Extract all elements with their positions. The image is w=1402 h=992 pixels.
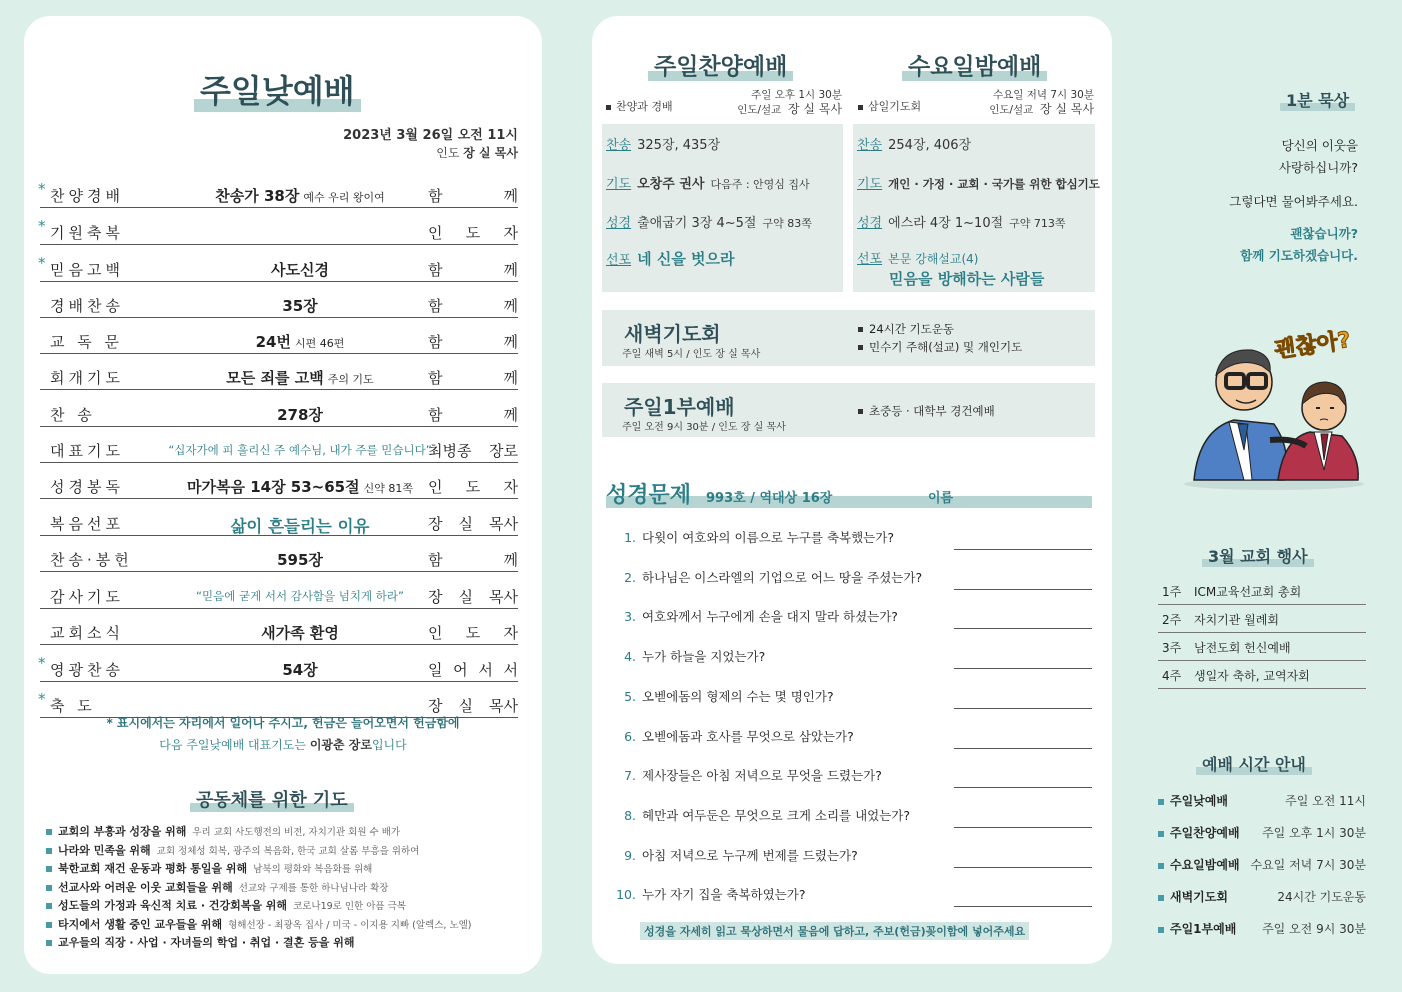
- order-row: [40, 256, 518, 282]
- dawn-prayer-items: 24시간 기도운동 민수기 주해(설교) 및 개인기도: [858, 320, 1022, 356]
- service-name: 주일찬양예배: [1170, 826, 1240, 840]
- wednesday-kind: 삼일기도회: [858, 98, 921, 114]
- prayer-list: [46, 823, 472, 952]
- event-week: 4주: [1162, 669, 1182, 683]
- order-row: [40, 328, 518, 354]
- order-performer: 함 께: [428, 297, 518, 315]
- question-number: 1.: [624, 530, 636, 545]
- order-content: 595장: [277, 551, 323, 569]
- praise-kind: 찬양과 경배: [606, 98, 673, 114]
- quiz-question: [614, 687, 1092, 707]
- prayer-item: 교우들의 직장 · 사업 · 자녀들의 학업 · 취업 · 결혼 등을 위해: [46, 934, 472, 952]
- answer-line[interactable]: [954, 906, 1092, 907]
- bullet-icon: [1158, 831, 1164, 837]
- dawn-prayer-title: 새벽기도회: [624, 322, 721, 346]
- order-content: 모든 죄를 고백 주의 기도: [226, 369, 374, 387]
- order-performer: 인 도 자: [428, 224, 518, 242]
- wednesday-service-title: 수요일밤예배: [908, 48, 1041, 81]
- question-number: 3.: [624, 609, 636, 625]
- order-content: 사도신경: [271, 261, 329, 279]
- praise-details-box: 찬송 325장, 435장 기도 오창주 권사 다음주 : 안영심 집사 성경 출애굽기 3장 4~5절 구약 83쪽 선포 네 신을 벗으라: [602, 124, 843, 292]
- order-row: [40, 182, 518, 208]
- events-title: 3월 교회 행사: [1208, 544, 1308, 567]
- order-performer: 함 께: [428, 551, 518, 569]
- question-number: 9.: [624, 847, 636, 863]
- question-text: 누가 하늘을 지었는가?: [642, 649, 766, 665]
- answer-line[interactable]: [954, 748, 1092, 749]
- schedule-row: [1158, 888, 1366, 905]
- question-text: 오벧에돔의 형제의 수는 몇 명인가?: [642, 688, 834, 704]
- service-name: 주일낮예배: [1170, 794, 1228, 808]
- schedule-row: [1158, 824, 1366, 841]
- order-label: 대표기도: [50, 442, 124, 460]
- standing-mark: *: [38, 254, 46, 272]
- service-time: 주일 오전 11시: [1285, 794, 1366, 808]
- quiz-question: [614, 607, 1092, 627]
- order-label: 복음선포: [50, 515, 124, 533]
- bullet-icon: [46, 866, 52, 872]
- order-content: 삶이 흔들리는 이유: [230, 517, 370, 536]
- service-name: 수요일밤예배: [1170, 858, 1240, 872]
- answer-line[interactable]: [954, 668, 1092, 669]
- question-number: 6.: [624, 728, 636, 744]
- question-text: 하나님은 이스라엘의 기업으로 어느 땅을 주셨는가?: [642, 569, 923, 585]
- event-row: [1158, 606, 1366, 633]
- order-performer: 장 실 목사: [428, 588, 518, 606]
- order-row: [40, 401, 518, 427]
- quiz-question: [614, 568, 1092, 588]
- quiz-question: [614, 846, 1092, 866]
- wednesday-details-box: 찬송 254장, 406장 기도 개인 · 가정 · 교회 · 국가를 위한 합심기도 성경 에스라 4장 1~10절 구약 713쪽 선포 본문 강해설교(4) 믿음을 방해하는 사람들: [853, 124, 1095, 292]
- first-service-title: 주일1부예배: [624, 395, 735, 419]
- question-text: 오벧에돔과 호사를 무엇으로 삼았는가?: [642, 728, 854, 744]
- order-label: 찬 송: [50, 406, 96, 424]
- order-row: [40, 619, 518, 645]
- question-number: 10.: [616, 887, 636, 903]
- schedule-row: [1158, 920, 1366, 937]
- order-label: 회개기도: [50, 369, 124, 387]
- order-label: 믿음고백: [50, 261, 124, 279]
- meditation-text: 당신의 이웃을 사랑하십니까? 그렇다면 물어봐주세요. 괜찮습니까? 함께 기도하겠습니다.: [1229, 138, 1358, 263]
- order-content: 278장: [277, 406, 323, 424]
- order-row: [40, 364, 518, 390]
- prayer-item: 교회의 부흥과 성장을 위해 우리 교회 사도행전의 비전, 자치기관 회원 수 배가: [46, 823, 472, 842]
- order-label: 찬송·봉헌: [50, 551, 133, 569]
- answer-line[interactable]: [954, 589, 1092, 590]
- quiz-question: [614, 647, 1092, 667]
- prayer-item: 선교사와 어려운 이웃 교회들을 위해 선교와 구제를 통한 하나님나라 확장: [46, 879, 472, 898]
- order-performer: 함 께: [428, 261, 518, 279]
- sidebar-panel: [1150, 30, 1382, 960]
- quiz-question: [614, 766, 1092, 786]
- order-label: 교회소식: [50, 624, 124, 642]
- next-prayer-note: 다음 주일낮예배 대표기도는 이광춘 장로입니다: [159, 738, 407, 752]
- page-title: 주일낮예배: [200, 66, 355, 112]
- order-label: 경배찬송: [50, 297, 124, 315]
- wednesday-time: 수요일 저녁 7시 30분 인도/설교 장 실 목사: [989, 89, 1094, 116]
- order-label: 감사기도: [50, 588, 124, 606]
- meditation-title: 1분 묵상: [1286, 88, 1349, 111]
- order-label: 성경봉독: [50, 478, 124, 496]
- standing-mark: *: [38, 180, 46, 198]
- schedule-row: [1158, 792, 1366, 809]
- order-row: [40, 473, 518, 499]
- order-label: 영광찬송: [50, 661, 124, 679]
- bullet-icon: [46, 885, 52, 891]
- schedule-title: 예배 시간 안내: [1202, 752, 1306, 775]
- answer-line[interactable]: [954, 827, 1092, 828]
- other-services-panel: [592, 16, 1112, 964]
- question-text: 제사장들은 아침 저녁으로 무엇을 드렸는가?: [642, 768, 882, 784]
- quiz-question: [614, 727, 1092, 747]
- service-time: 24시간 기도운동: [1277, 890, 1366, 904]
- event-row: [1158, 634, 1366, 661]
- dawn-prayer-box: [602, 310, 1095, 366]
- quiz-question: [614, 885, 1092, 905]
- question-number: 2.: [624, 569, 636, 585]
- first-service-box: [602, 383, 1095, 437]
- order-row: [40, 583, 518, 609]
- order-performer: 최병종 장로: [428, 442, 518, 460]
- event-name: 생일자 축하, 교역자회: [1194, 669, 1310, 683]
- order-row: [40, 546, 518, 572]
- bullet-icon: [1158, 863, 1164, 869]
- order-performer: 함 께: [428, 406, 518, 424]
- order-content: 새가족 환영: [261, 624, 339, 642]
- answer-line[interactable]: [954, 708, 1092, 709]
- event-row: [1158, 578, 1366, 605]
- answer-line[interactable]: [954, 628, 1092, 629]
- order-label: 축 도: [50, 697, 96, 715]
- question-number: 5.: [624, 688, 636, 704]
- order-label: 기원축복: [50, 224, 124, 242]
- community-prayer-title: 공동체를 위한 기도: [196, 786, 348, 812]
- cartoon-caption: 괜찮아?: [1272, 327, 1353, 364]
- quiz-question: [614, 806, 1092, 826]
- prayer-item: 성도들의 가정과 육신적 치료 · 건강회복을 위해 코로나19로 인한 아픔 극복: [46, 897, 472, 916]
- answer-line[interactable]: [954, 867, 1092, 868]
- order-performer: 인 도 자: [428, 624, 518, 642]
- event-week: 3주: [1162, 641, 1182, 655]
- order-row: [40, 292, 518, 318]
- service-time: 수요일 저녁 7시 30분: [1250, 858, 1366, 872]
- prayer-item: 타지에서 생활 중인 교우들을 위해 형해선장 - 최광옥 집사 / 미국 - 이지용 지빠 (알렉스, 노엘): [46, 916, 472, 935]
- order-label: 찬양경배: [50, 187, 124, 205]
- event-name: ICM교육선교회 총회: [1194, 585, 1302, 599]
- service-leader: 인도 장 실 목사: [436, 146, 518, 160]
- bullet-icon: [1158, 927, 1164, 933]
- order-content: 54장: [282, 661, 318, 679]
- order-label: 교 독 문: [50, 333, 124, 351]
- bible-quiz-header: [606, 478, 1092, 508]
- service-name: 새벽기도회: [1170, 890, 1228, 904]
- event-name: 자치기관 월례회: [1194, 613, 1279, 627]
- service-time: 주일 오후 1시 30분: [1262, 826, 1366, 840]
- bullet-icon: [1158, 895, 1164, 901]
- order-performer: 함 께: [428, 369, 518, 387]
- bullet-icon: [46, 903, 52, 909]
- order-content: “믿음에 굳게 서서 감사함을 넘치게 하라”: [196, 589, 404, 603]
- standing-mark: *: [38, 654, 46, 672]
- event-week: 2주: [1162, 613, 1182, 627]
- order-row: [40, 656, 518, 682]
- question-text: 아침 저녁으로 누구께 번제를 드렸는가?: [642, 847, 858, 863]
- question-number: 8.: [624, 807, 636, 823]
- bullet-icon: [46, 922, 52, 928]
- prayer-item: 나라와 민족을 위해 교회 정체성 회복, 광주의 복음화, 한국 교회 살롬 부흥을 위하여: [46, 842, 472, 861]
- order-performer: 장 실 목사: [428, 515, 518, 533]
- question-number: 7.: [624, 768, 636, 784]
- service-name: 주일1부예배: [1170, 922, 1237, 936]
- bullet-icon: [46, 829, 52, 835]
- order-content: 마가복음 14장 53~65절 신약 81쪽: [187, 478, 413, 496]
- order-performer: 함 께: [428, 333, 518, 351]
- order-content: 찬송가 38장 예수 우리 왕이여: [215, 187, 385, 205]
- dawn-prayer-time: 주일 새벽 5시 / 인도 장 실 목사: [622, 349, 761, 360]
- first-service-items: 초중등 · 대학부 경건예배: [858, 403, 995, 419]
- bullet-icon: [46, 848, 52, 854]
- order-performer: 함 께: [428, 187, 518, 205]
- event-week: 1주: [1162, 585, 1182, 599]
- service-date: 2023년 3월 26일 오전 11시: [343, 128, 518, 143]
- answer-line[interactable]: [954, 549, 1092, 550]
- standing-mark: *: [38, 690, 46, 708]
- prayer-item: 북한교회 재건 운동과 평화 통일을 위해 남북의 평화와 복음화를 위해: [46, 860, 472, 879]
- sunday-service-panel: [24, 16, 542, 974]
- question-text: 헤만과 여두둔은 무엇으로 크게 소리를 내었는가?: [642, 807, 911, 823]
- event-name: 남전도회 헌신예배: [1194, 641, 1291, 655]
- answer-line[interactable]: [954, 787, 1092, 788]
- order-row: [40, 437, 518, 463]
- praise-service-title: 주일찬양예배: [654, 48, 787, 81]
- quiz-question: [614, 528, 1092, 548]
- first-service-time: 주일 오전 9시 30분 / 인도 장 실 목사: [622, 422, 786, 433]
- service-time: 주일 오전 9시 30분: [1262, 922, 1366, 936]
- bullet-icon: [46, 940, 52, 946]
- cartoon-illustration: [1174, 320, 1374, 490]
- schedule-row: [1158, 856, 1366, 873]
- order-content: “십자가에 피 흘리신 주 예수님, 내가 주를 믿습니다”: [168, 443, 432, 457]
- bullet-icon: [1158, 799, 1164, 805]
- question-text: 여호와께서 누구에게 손을 대지 말라 하셨는가?: [642, 609, 898, 625]
- quiz-name-label: 이름: [928, 491, 954, 506]
- order-performer: 일 어 서 서: [428, 661, 518, 679]
- quiz-issue: 993호 / 역대상 16장: [706, 491, 833, 506]
- praise-time: 주일 오후 1시 30분 인도/설교 장 실 목사: [737, 89, 842, 116]
- order-performer: 장 실 목사: [428, 697, 518, 715]
- order-performer: 인 도 자: [428, 478, 518, 496]
- order-row: [40, 219, 518, 245]
- quiz-footer: 성경을 자세히 읽고 묵상하면서 물음에 답하고, 주보(헌금)꽂이함에 넣어주세요: [640, 922, 1029, 940]
- order-row: [40, 510, 518, 536]
- order-content: 35장: [282, 297, 318, 315]
- quiz-title: 성경문제: [606, 483, 692, 508]
- question-number: 4.: [624, 649, 636, 665]
- question-text: 누가 자기 집을 축복하였는가?: [642, 887, 806, 903]
- standing-note: * 표시에서는 자리에서 일어나 주시고, 헌금은 들어오면서 헌금함에: [106, 716, 460, 730]
- question-text: 다윗이 여호와의 이름으로 누구를 축복했는가?: [642, 530, 894, 545]
- event-row: [1158, 662, 1366, 689]
- standing-mark: *: [38, 217, 46, 235]
- order-content: 24번 시편 46편: [255, 333, 345, 351]
